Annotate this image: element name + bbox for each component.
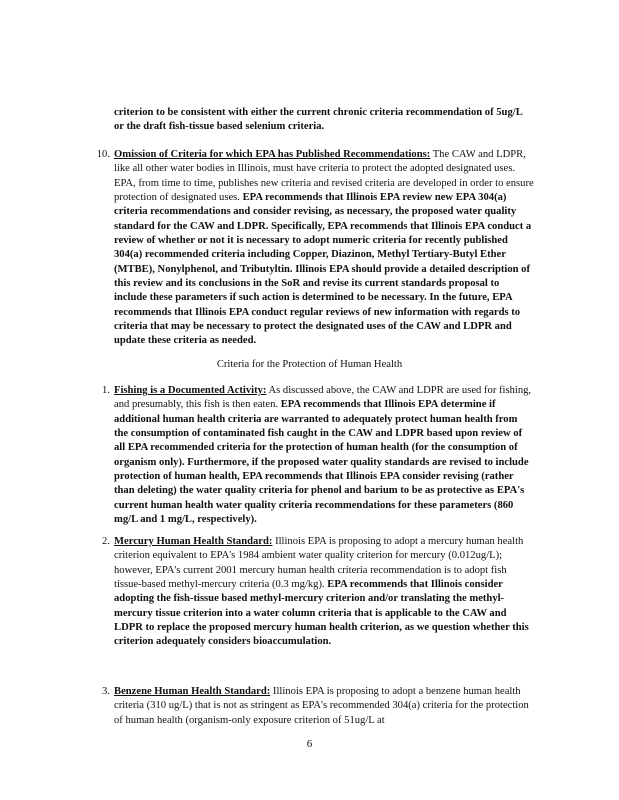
item-text-bold: EPA recommends that Illinois consider adopting the fish-tissue based methyl-mercury criterion and/or translating the methyl-mercury tissue criterion into a water column criteria that is applicable to the CAW and LDPR to replace the proposed mercury human health criterion, as we question whether this criterion adequately considers bioaccumulation. <box>114 579 529 648</box>
section-heading: Criteria for the Protection of Human Health <box>216 359 403 370</box>
item-body <box>114 685 534 728</box>
item-text-plain: Illinois EPA is proposing to adopt a mercury human health criterion equivalent to EPA's 1984 ambient water quality criterion for mercury (0.012ug/L); however, EPA's current 2001 mercury human health criteria recommendation is to adopt fish tissue-based methyl-mercury criteria (0.3 mg/kg). <box>114 536 524 591</box>
lead-paragraph-text: criterion to be consistent with either the current chronic criteria recommendation of 5ug/L or the draft fish-tissue based selenium criteria. <box>114 107 523 133</box>
item-body <box>114 384 534 527</box>
item-number: 10. <box>96 149 110 160</box>
item-title: Mercury Human Health Standard: <box>114 536 273 547</box>
item-text-bold: EPA recommends that Illinois EPA review new EPA 304(a) criteria recommendations and consider revising, as necessary, the proposed water quality standard for the CAW and LDPR. Specifically, EPA recommends that Illinois EPA conduct a review of whether or not it is necessary to adopt numeric criteria for recently published 304(a) recommended criteria including Copper, Diazinon, Methyl Tertiary-Butyl Ether (MTBE), Nonylphenol, and Tributyltin. Illinois EPA should provide a detailed description of this review and its conclusions in the SoR and revise its current standards proposal to include these parameters if such action is determined to be necessary. In the future, EPA recommends that Illinois EPA conduct regular reviews of new information with regards to criteria that may be necessary to protect the designated uses of the CAW and LDPR and update these criteria as needed. <box>114 192 532 347</box>
item-title: Fishing is a Documented Activity: <box>114 385 267 396</box>
item-title: Omission of Criteria for which EPA has Published Recommendations: <box>114 149 431 160</box>
item-text-plain: The CAW and LDPR, like all other water bodies in Illinois, must have criteria to protect the adopted designated uses. EPA, from time to time, publishes new criteria and revised criteria are developed in order to ensure protection of designated uses. <box>114 149 534 204</box>
item-body <box>114 148 534 349</box>
item-number: 2. <box>102 536 110 547</box>
page-number: 6 <box>306 738 313 750</box>
item-text-bold: EPA recommends that Illinois EPA determine if additional human health criteria are warranted to adequately protect human health from the consumption of contaminated fish caught in the CAW and LDPR based upon review of all EPA recommended criteria for the protection of human health (for the consumption of organism only). Furthermore, if the proposed water quality standards are revised to include protection of human health, EPA recommends that Illinois EPA consider revising (rather than deleting) the water quality criteria for phenol and barium to be as protective as EPA's current human health water quality criteria recommendations for these parameters (860 mg/L and 1 mg/L, respectively). <box>114 399 529 526</box>
item-body <box>114 535 534 650</box>
item-text-plain: As discussed above, the CAW and LDPR are used for fishing, and presumably, this fish is then eaten. <box>114 385 532 411</box>
item-number: 3. <box>102 686 110 697</box>
item-title: Benzene Human Health Standard: <box>114 686 271 697</box>
item-number: 1. <box>102 385 110 396</box>
lead-paragraph <box>114 106 534 135</box>
item-text-plain: Illinois EPA is proposing to adopt a benzene human health criteria (310 ug/L) that is not as stringent as EPA's recommended 304(a) criteria for the protection of human health (organism-only exposure criterion of 51ug/L at <box>114 686 529 726</box>
